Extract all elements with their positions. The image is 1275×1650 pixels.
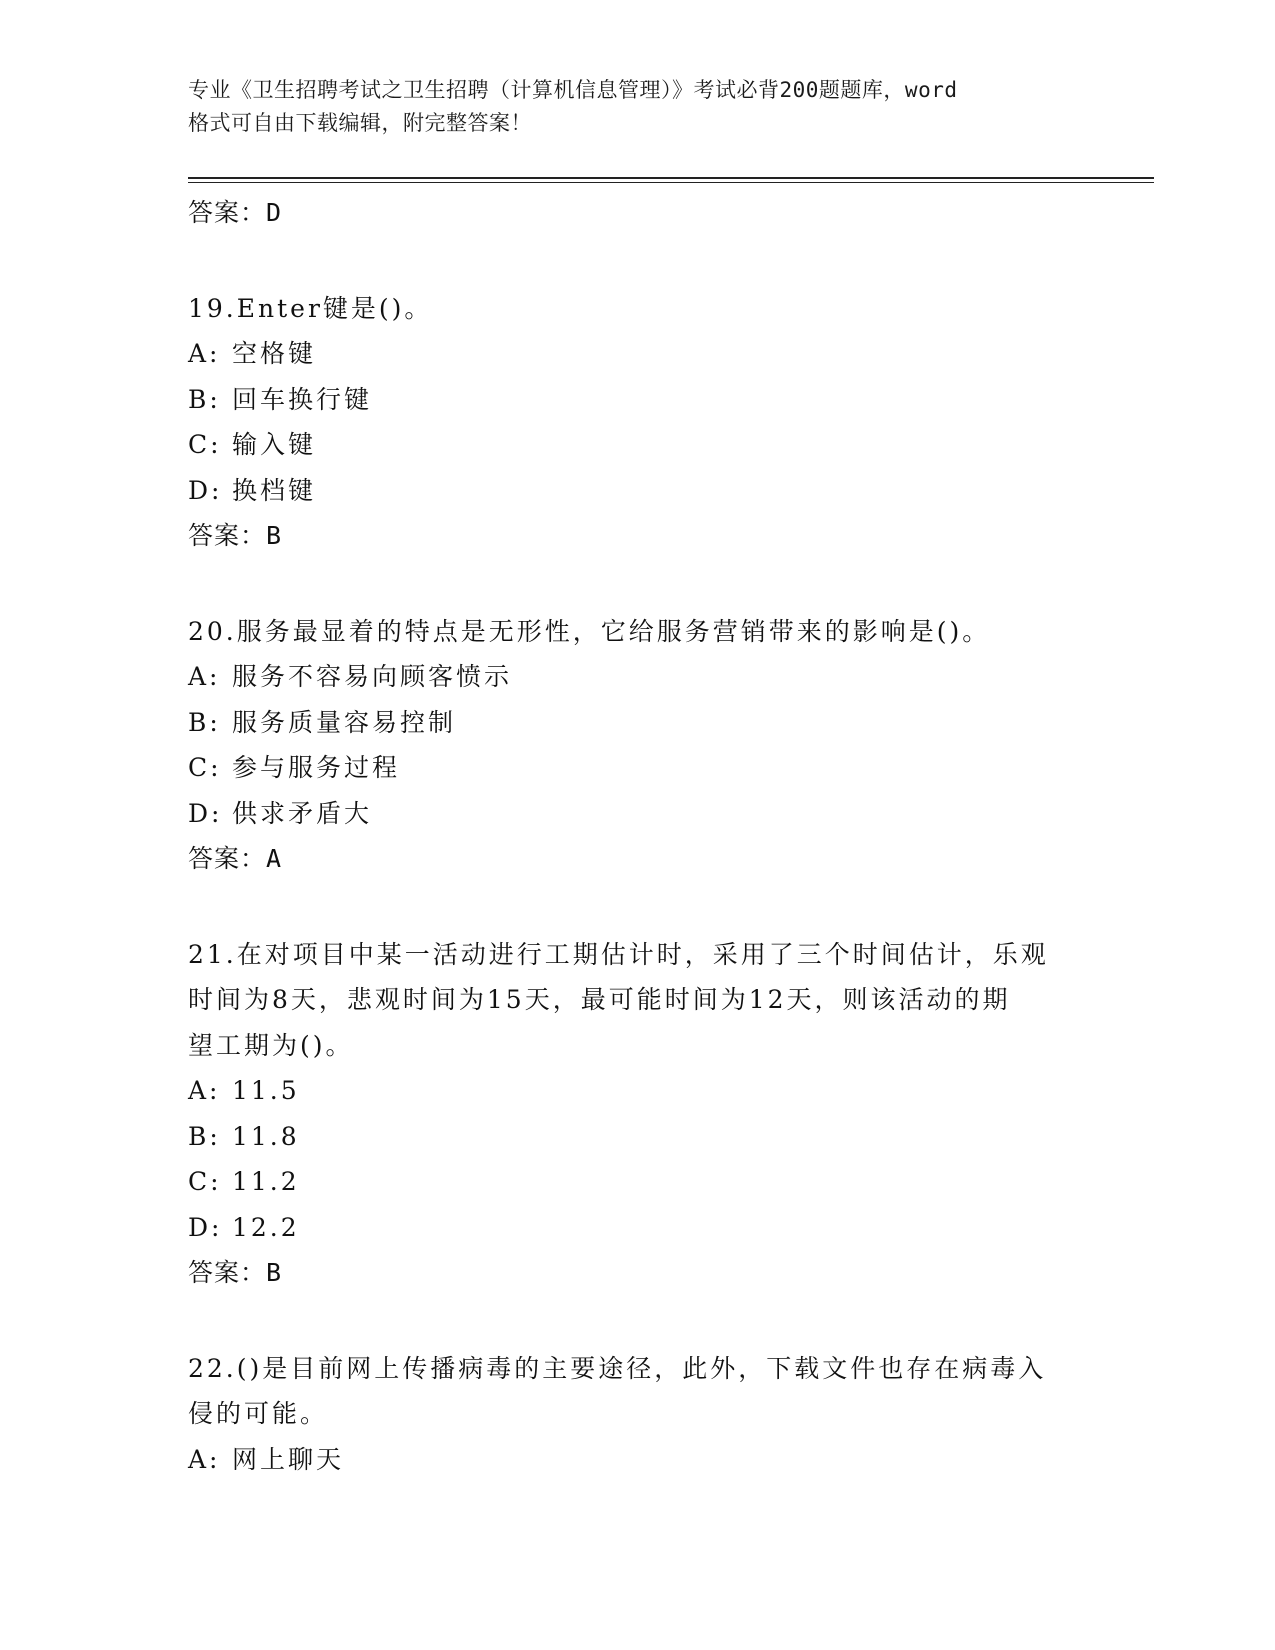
question-line: 21.在对项目中某一活动进行工期估计时，采用了三个时间估计，乐观 <box>188 939 1049 969</box>
question-block <box>188 286 1088 559</box>
header-title-line-2: 格式可自由下载编辑，附完整答案！ <box>188 111 532 135</box>
question-line: 时间为8天，悲观时间为15天，最可能时间为12天，则该活动的期 <box>188 985 1011 1014</box>
answer-label: 答案： <box>188 844 267 873</box>
option-letter: D: <box>188 1212 223 1242</box>
option-letter: C: <box>188 753 222 782</box>
question-block <box>188 932 1088 1296</box>
answer-label: 答案： <box>188 521 267 550</box>
option-b <box>188 377 1088 423</box>
question-line: 20.服务最显着的特点是无形性，它给服务营销带来的影响是()。 <box>188 616 991 646</box>
answer-value: D <box>266 198 283 227</box>
option-letter: C: <box>188 1167 222 1196</box>
option-a <box>188 1068 1088 1114</box>
spacer <box>188 1296 1088 1346</box>
option-a <box>188 654 1088 700</box>
option-b <box>188 700 1088 746</box>
answer-value: A <box>266 844 283 873</box>
question-block <box>188 609 1088 882</box>
answer-line <box>188 1250 1088 1296</box>
option-c <box>188 1159 1088 1205</box>
option-text: 空格键 <box>232 339 317 368</box>
option-letter: D: <box>188 798 223 828</box>
spacer <box>188 882 1088 932</box>
question-block <box>188 1346 1088 1483</box>
option-text: 12.2 <box>232 1212 300 1242</box>
question-text <box>188 609 1068 655</box>
option-c <box>188 422 1088 468</box>
spacer <box>188 236 1088 286</box>
question-text <box>188 932 1068 1069</box>
answer-label: 答案： <box>188 198 267 227</box>
option-c <box>188 745 1088 791</box>
option-letter: A: <box>188 1076 221 1105</box>
header-divider-thin <box>188 182 1154 183</box>
option-text: 回车换行键 <box>232 384 373 414</box>
option-a <box>188 331 1088 377</box>
document-body <box>188 190 1088 1482</box>
header-divider-thick <box>188 177 1154 179</box>
option-d <box>188 1205 1088 1251</box>
option-letter: A: <box>188 662 221 691</box>
question-text <box>188 286 1068 332</box>
option-letter: B: <box>188 1121 221 1151</box>
option-d <box>188 468 1088 514</box>
option-text: 换档键 <box>232 475 317 505</box>
option-b <box>188 1114 1088 1160</box>
question-line: 侵的可能。 <box>188 1399 329 1428</box>
question-line: 22.()是目前网上传播病毒的主要途径，此外，下载文件也存在病毒入 <box>188 1353 1047 1383</box>
answer-line <box>188 190 1088 236</box>
answer-line <box>188 513 1088 559</box>
option-text: 服务质量容易控制 <box>232 707 457 737</box>
option-letter: A: <box>188 339 221 368</box>
question-text <box>188 1346 1068 1437</box>
option-text: 输入键 <box>232 430 317 459</box>
option-letter: C: <box>188 430 222 459</box>
question-line: 望工期为()。 <box>188 1030 354 1060</box>
spacer <box>188 559 1088 609</box>
option-text: 参与服务过程 <box>232 753 401 782</box>
option-letter: B: <box>188 707 221 737</box>
document-header <box>188 74 1088 140</box>
option-text: 11.8 <box>232 1121 300 1151</box>
option-text: 服务不容易向顾客愤示 <box>232 662 513 691</box>
option-letter: B: <box>188 384 221 414</box>
option-a <box>188 1437 1088 1483</box>
option-letter: A: <box>188 1444 221 1474</box>
answer-label: 答案： <box>188 1258 267 1287</box>
answer-line <box>188 836 1088 882</box>
option-text: 11.5 <box>232 1076 300 1105</box>
option-text: 网上聊天 <box>232 1444 345 1474</box>
answer-value: B <box>266 521 283 550</box>
option-d <box>188 791 1088 837</box>
option-text: 供求矛盾大 <box>232 798 373 828</box>
option-text: 11.2 <box>232 1167 300 1196</box>
header-title-line-1: 专业《卫生招聘考试之卫生招聘（计算机信息管理）》考试必背200题题库，word <box>188 78 958 102</box>
answer-value: B <box>266 1258 283 1287</box>
option-letter: D: <box>188 475 223 505</box>
question-line: 19.Enter键是()。 <box>188 293 433 323</box>
